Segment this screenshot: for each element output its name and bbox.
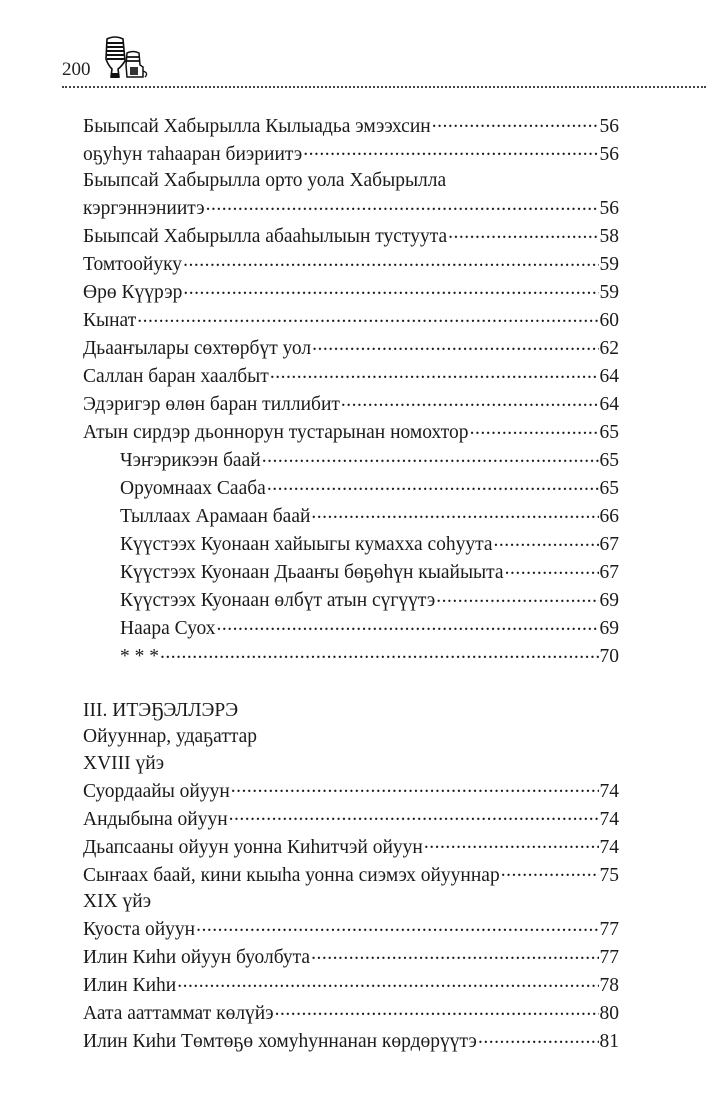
table-of-contents [83, 112, 619, 1056]
header-dotted-rule [62, 86, 706, 88]
vessels-ornament-icon [103, 35, 153, 81]
century-heading-19: XIX үйэ [83, 891, 152, 912]
toc-subentry: Тыллаах Арамаан баай ..... 66 [83, 503, 619, 531]
toc-entry: Андыбына ойуун ..... 74 [83, 805, 619, 833]
century-heading-18: XVIII үйэ [83, 752, 165, 774]
toc-subentry: Наара Суох ..... 69 [83, 615, 619, 643]
toc-entry: Сыҥаах баай, кини кыыһа уонна сиэмэх ойууннар ..... 75 [83, 861, 619, 889]
toc-subentry: Күүстээх Куонаан хайыыгы кумахха соһуута ..... 67 [83, 531, 619, 559]
toc-entry: Дьапсааны ойуун уонна Киһитчэй ойуун ..... 74 [83, 833, 619, 861]
toc-entry: Аата ааттаммат көлүйэ ..... 80 [83, 1000, 619, 1028]
toc-entry: оҕуһун таһааран биэриитэ ..... 56 [83, 140, 619, 168]
toc-entry: Суордаайы ойуун ..... 74 [83, 777, 619, 805]
toc-subentry: Оруомнаах Сааба ..... 65 [83, 475, 619, 503]
toc-entry: Томтоойуку ..... 59 [83, 251, 619, 279]
toc-entry: Илин Киһи ойуун буолбута ..... 77 [83, 944, 619, 972]
toc-subentry: Чэҥэрикээн баай ..... 65 [83, 447, 619, 475]
section-subheading: Ойууннар, удаҕаттар [83, 726, 258, 747]
toc-entry: Быыпсай Хабырылла Кылыадьа эмээхсин ..... 56 [83, 112, 619, 140]
toc-entry: кэргэннэниитэ ..... 56 [83, 195, 619, 223]
toc-entry: Атын сирдэр дьоннорун тустарынан номохтор ..... 65 [83, 419, 619, 447]
toc-entry: Быыпсай Хабырылла орто уола Хабырылла [83, 170, 447, 191]
toc-subentry: * * * ..... 70 [83, 643, 619, 671]
toc-subentry: Күүстээх Куонаан Дьааҥы бөҕөһүн кыайыыта ..... 67 [83, 559, 619, 587]
section-gap [83, 671, 619, 698]
toc-entry: Саллан баран хаалбыт ..... 64 [83, 363, 619, 391]
toc-entry: Илин Киһи ..... 78 [83, 972, 619, 1000]
toc-entry: Быыпсай Хабырылла абааһылыын тустуута ..... 58 [83, 223, 619, 251]
page-header [0, 0, 706, 100]
toc-entry: Дьааҥылары сөхтөрбүт уол ..... 62 [83, 335, 619, 363]
section-heading: III. ИТЭҔЭЛЛЭРЭ [83, 699, 239, 721]
toc-entry: Илин Киһи Төмтөҕө хомуһуннанан көрдөрүүтэ ..... 81 [83, 1028, 619, 1056]
toc-entry: Өрө Күүрэр ..... 59 [83, 279, 619, 307]
toc-entry: Куоста ойуун ..... 77 [83, 916, 619, 944]
toc-entry: Эдэригэр өлөн баран тиллибит ..... 64 [83, 391, 619, 419]
page-number: 200 [62, 59, 91, 80]
toc-entry: Кынат ..... 60 [83, 307, 619, 335]
toc-subentry: Күүстээх Куонаан өлбүт атын сүгүүтэ ..... 69 [83, 587, 619, 615]
